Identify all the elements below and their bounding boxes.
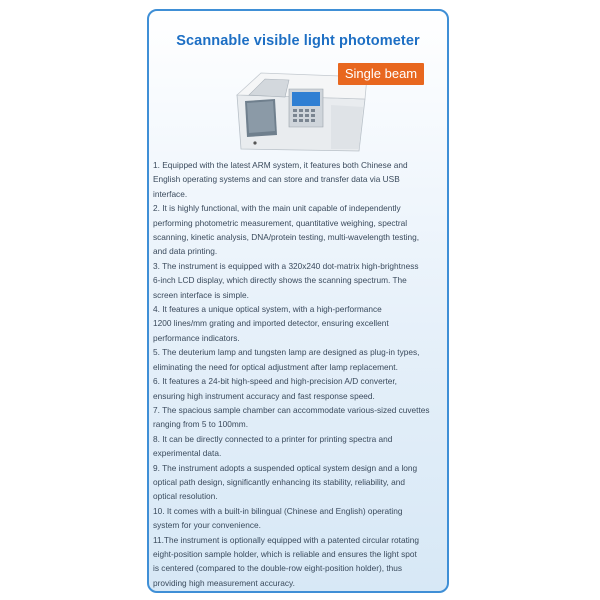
single-beam-badge: Single beam xyxy=(338,63,424,85)
feature-item: 2. It is highly functional, with the main unit capable of independently performing photometric measurement, quantitative weighing, spectral scanning, kinetic analysis, DNA/protein testing, multi-wavelength testing, and data printing. xyxy=(153,203,420,257)
product-title: Scannable visible light photometer xyxy=(176,33,420,49)
feature-item: 9. The instrument adopts a suspended optical system design and a long optical path design, significantly enhancing its stability, reliability, and optical resolution. xyxy=(153,462,418,502)
feature-item: 11.The instrument is optionally equipped with a patented circular rotating eight-position sample holder, which is reliable and ensures the light spot is centered (compared to the double-row eight-position holder), thus providing high measurement accuracy. xyxy=(153,534,419,588)
feature-item: 4. It features a unique optical system, with a high-performance 1200 lines/mm grating and imported detector, ensuring excellent performance indicators. xyxy=(153,304,389,343)
feature-item: 1. Equipped with the latest ARM system, it features both Chinese and English operating systems and can store and transfer data via USB interface. xyxy=(153,160,408,199)
product-card xyxy=(147,9,449,593)
feature-item: 5. The deuterium lamp and tungsten lamp are designed as plug-in types, eliminating the need for optical adjustment after lamp replacement. xyxy=(153,347,420,372)
feature-item: 10. It comes with a built-in bilingual (Chinese and English) operating system for your convenience. xyxy=(153,505,403,531)
feature-list xyxy=(153,158,443,590)
feature-item: 3. The instrument is equipped with a 320x240 dot-matrix high-brightness 6-inch LCD display, which directly shows the scanning spectrum. The screen interface is simple. xyxy=(153,260,419,300)
feature-item: 8. It can be directly connected to a printer for printing spectra and experimental data. xyxy=(153,433,393,459)
feature-item: 6. It features a 24-bit high-speed and high-precision A/D converter, ensuring high instrument accuracy and fast response speed. xyxy=(153,376,397,401)
feature-item: 7. The spacious sample chamber can accommodate various-sized cuvettes ranging from 5 to 100mm. xyxy=(153,404,430,430)
